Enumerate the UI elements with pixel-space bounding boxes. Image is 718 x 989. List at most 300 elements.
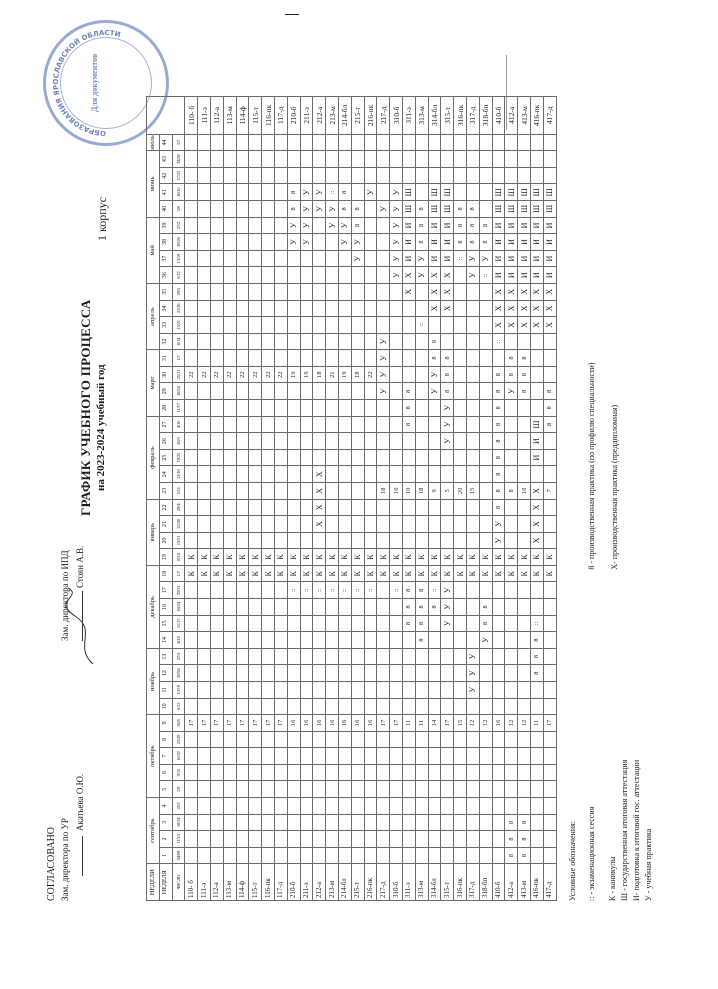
- schedule-cell: 16: [351, 715, 364, 732]
- schedule-cell: И: [402, 217, 415, 234]
- empty-cell: [300, 748, 313, 765]
- empty-cell: [274, 416, 287, 433]
- empty-cell: [492, 831, 505, 848]
- empty-cell: [313, 648, 326, 665]
- empty-cell: [300, 532, 313, 549]
- week-date: 6/12: [172, 267, 185, 284]
- legend-item: Ш - государственная итоговая аттестация: [620, 759, 629, 901]
- group-name-right: 318-бп: [479, 97, 492, 135]
- empty-cell: [223, 632, 236, 649]
- empty-cell: [300, 632, 313, 649]
- empty-cell: [249, 831, 262, 848]
- schedule-cell: У: [377, 350, 390, 367]
- empty-cell: [479, 184, 492, 201]
- schedule-cell: К: [223, 565, 236, 582]
- empty-cell: [210, 731, 223, 748]
- empty-cell: [326, 516, 339, 533]
- empty-cell: [198, 234, 211, 251]
- schedule-cell: 8: [466, 201, 479, 218]
- schedule-cell: 17: [377, 715, 390, 732]
- empty-cell: [364, 433, 377, 450]
- empty-cell: [390, 350, 403, 367]
- schedule-cell: 10: [402, 483, 415, 500]
- empty-cell: [210, 383, 223, 400]
- empty-cell: [210, 681, 223, 698]
- schedule-cell: 12: [479, 715, 492, 732]
- month-header: октябрь: [147, 715, 160, 798]
- empty-cell: [249, 814, 262, 831]
- empty-cell: [274, 234, 287, 251]
- empty-cell: [300, 615, 313, 632]
- schedule-cell: Х: [428, 267, 441, 284]
- empty-cell: [210, 300, 223, 317]
- schedule-cell: И: [518, 267, 531, 284]
- schedule-cell: Ш: [518, 201, 531, 218]
- group-name-right: 217-д: [377, 97, 390, 135]
- schedule-cell: 17: [223, 715, 236, 732]
- schedule-cell: Х: [441, 283, 454, 300]
- group-name: 113-м: [223, 864, 236, 901]
- empty-cell: [326, 234, 339, 251]
- schedule-cell: И: [505, 217, 518, 234]
- schedule-cell: 22: [236, 366, 249, 383]
- empty-cell: [274, 648, 287, 665]
- week-date: 6/12: [172, 698, 185, 715]
- empty-cell: [223, 599, 236, 616]
- table-row: [390, 97, 403, 901]
- empty-cell: [377, 814, 390, 831]
- empty-cell: [492, 648, 505, 665]
- empty-cell: [185, 698, 198, 715]
- schedule-cell: 8: [402, 582, 415, 599]
- empty-cell: [185, 798, 198, 815]
- empty-cell: [428, 665, 441, 682]
- empty-cell: [338, 681, 351, 698]
- schedule-cell: Ш: [492, 184, 505, 201]
- empty-cell: [415, 665, 428, 682]
- empty-cell: [287, 416, 300, 433]
- empty-cell: [492, 615, 505, 632]
- empty-cell: [326, 300, 339, 317]
- empty-cell: [326, 134, 339, 151]
- empty-cell: [223, 449, 236, 466]
- empty-cell: [262, 798, 275, 815]
- group-name-right: 115-т: [249, 97, 262, 135]
- empty-cell: [236, 681, 249, 698]
- empty-cell: [210, 615, 223, 632]
- schedule-cell: 8: [505, 814, 518, 831]
- week-number: 43: [159, 151, 172, 168]
- month-header: январь: [147, 499, 160, 565]
- table-row: [377, 97, 390, 901]
- schedule-cell: 8: [351, 201, 364, 218]
- empty-cell: [198, 532, 211, 549]
- schedule-cell: У: [390, 217, 403, 234]
- empty-cell: [530, 582, 543, 599]
- empty-cell: [390, 366, 403, 383]
- schedule-cell: К: [351, 549, 364, 566]
- schedule-cell: К: [274, 565, 287, 582]
- empty-cell: [210, 317, 223, 334]
- schedule-cell: И: [441, 234, 454, 251]
- group-name: 410-б: [492, 864, 505, 901]
- week-number: 9: [159, 715, 172, 732]
- empty-cell: [377, 300, 390, 317]
- empty-cell: [466, 632, 479, 649]
- week-date: 13/19: [172, 681, 185, 698]
- empty-cell: [249, 615, 262, 632]
- empty-cell: [223, 681, 236, 698]
- schedule-cell: 16: [492, 715, 505, 732]
- table-row: [518, 97, 531, 901]
- empty-cell: [479, 416, 492, 433]
- schedule-cell: 8: [543, 383, 556, 400]
- empty-cell: [287, 615, 300, 632]
- week-number: 6: [159, 764, 172, 781]
- schedule-cell: ::: [415, 317, 428, 334]
- empty-cell: [338, 317, 351, 334]
- empty-cell: [466, 400, 479, 417]
- empty-cell: [313, 731, 326, 748]
- schedule-cell: К: [454, 565, 467, 582]
- schedule-cell: 12: [466, 715, 479, 732]
- empty-cell: [518, 499, 531, 516]
- empty-cell: [466, 615, 479, 632]
- empty-cell: [364, 731, 377, 748]
- empty-cell: [274, 499, 287, 516]
- empty-cell: [415, 184, 428, 201]
- schedule-cell: К: [441, 549, 454, 566]
- empty-cell: [185, 532, 198, 549]
- empty-cell: [236, 433, 249, 450]
- empty-cell: [518, 433, 531, 450]
- week-number: 36: [159, 267, 172, 284]
- schedule-cell: ::: [492, 333, 505, 350]
- table-row: [326, 97, 339, 901]
- empty-cell: [441, 167, 454, 184]
- schedule-cell: 8: [287, 201, 300, 218]
- empty-cell: [505, 781, 518, 798]
- empty-cell: [326, 400, 339, 417]
- empty-cell: [377, 134, 390, 151]
- empty-cell: [492, 599, 505, 616]
- empty-cell: [236, 317, 249, 334]
- empty-cell: [223, 416, 236, 433]
- empty-cell: [441, 665, 454, 682]
- schedule-cell: У: [313, 201, 326, 218]
- empty-cell: [262, 831, 275, 848]
- empty-cell: [313, 283, 326, 300]
- schedule-cell: У: [338, 217, 351, 234]
- week-date: 22/28: [172, 300, 185, 317]
- empty-cell: [428, 499, 441, 516]
- empty-cell: [505, 748, 518, 765]
- schedule-cell: 8: [505, 847, 518, 864]
- empty-cell: [249, 317, 262, 334]
- empty-cell: [274, 681, 287, 698]
- schedule-cell: У: [466, 648, 479, 665]
- empty-cell: [249, 250, 262, 267]
- week-date: 23/29: [172, 731, 185, 748]
- week-number: 34: [159, 300, 172, 317]
- empty-cell: [466, 831, 479, 848]
- week-number: 30: [159, 366, 172, 383]
- schedule-cell: Ш: [530, 201, 543, 218]
- empty-cell: [262, 300, 275, 317]
- month-header: июль: [147, 134, 160, 151]
- week-date: 9/15: [172, 764, 185, 781]
- empty-cell: [210, 234, 223, 251]
- schedule-cell: Х: [505, 283, 518, 300]
- empty-cell: [313, 665, 326, 682]
- schedule-cell: И: [505, 267, 518, 284]
- empty-cell: [198, 665, 211, 682]
- empty-cell: [338, 250, 351, 267]
- week-date: 29/5: [172, 283, 185, 300]
- empty-cell: [377, 764, 390, 781]
- schedule-cell: К: [198, 549, 211, 566]
- empty-cell: [390, 814, 403, 831]
- schedule-cell: Х: [505, 300, 518, 317]
- empty-cell: [223, 300, 236, 317]
- week-number: 44: [159, 134, 172, 151]
- empty-cell: [185, 167, 198, 184]
- week-number: 40: [159, 201, 172, 218]
- empty-cell: [377, 798, 390, 815]
- week-number: 27: [159, 416, 172, 433]
- schedule-cell: 22: [198, 366, 211, 383]
- legend-item: 8 - производственная практика (по профилю специальности): [587, 362, 596, 570]
- schedule-cell: 8: [530, 665, 543, 682]
- empty-cell: [249, 516, 262, 533]
- schedule-cell: 22: [185, 366, 198, 383]
- empty-cell: [492, 632, 505, 649]
- empty-cell: [364, 831, 377, 848]
- empty-cell: [543, 665, 556, 682]
- empty-cell: [274, 466, 287, 483]
- empty-cell: [210, 201, 223, 218]
- schedule-cell: ::: [300, 582, 313, 599]
- empty-cell: [326, 283, 339, 300]
- empty-cell: [198, 184, 211, 201]
- schedule-cell: 22: [274, 366, 287, 383]
- legend-left-column: [587, 760, 656, 901]
- empty-cell: [543, 764, 556, 781]
- empty-cell: [262, 632, 275, 649]
- empty-cell: [479, 731, 492, 748]
- group-name-right: 213-м: [326, 97, 339, 135]
- empty-cell: [287, 831, 300, 848]
- schedule-cell: К: [210, 565, 223, 582]
- empty-cell: [364, 681, 377, 698]
- month-header: май: [147, 217, 160, 283]
- empty-cell: [505, 167, 518, 184]
- empty-cell: [185, 615, 198, 632]
- empty-cell: [249, 383, 262, 400]
- schedule-cell: ::: [530, 615, 543, 632]
- group-name: 412-а: [505, 864, 518, 901]
- schedule-cell: 11: [530, 715, 543, 732]
- empty-cell: [287, 748, 300, 765]
- empty-cell: [543, 366, 556, 383]
- empty-cell: [390, 599, 403, 616]
- empty-cell: [454, 433, 467, 450]
- empty-cell: [415, 831, 428, 848]
- table-row: [530, 97, 543, 901]
- empty-cell: [454, 731, 467, 748]
- empty-cell: [300, 648, 313, 665]
- schedule-cell: И: [543, 217, 556, 234]
- week-number: 12: [159, 665, 172, 682]
- schedule-cell: У: [415, 267, 428, 284]
- empty-cell: [223, 731, 236, 748]
- empty-cell: [351, 698, 364, 715]
- schedule-cell: Х: [313, 466, 326, 483]
- empty-cell: [466, 748, 479, 765]
- empty-cell: [326, 317, 339, 334]
- group-name-right: 114-ф: [236, 97, 249, 135]
- group-name: 217-д: [377, 864, 390, 901]
- header-right-blank: [147, 97, 185, 135]
- schedule-cell: 18: [351, 366, 364, 383]
- empty-cell: [249, 449, 262, 466]
- empty-cell: [210, 532, 223, 549]
- empty-cell: [441, 847, 454, 864]
- week-number: 7: [159, 748, 172, 765]
- week-date: 20/26: [172, 665, 185, 682]
- schedule-cell: Х: [543, 317, 556, 334]
- empty-cell: [262, 731, 275, 748]
- week-number: 23: [159, 483, 172, 500]
- empty-cell: [441, 151, 454, 168]
- week-date: 15/21: [172, 317, 185, 334]
- schedule-cell: Х: [530, 283, 543, 300]
- empty-cell: [223, 831, 236, 848]
- empty-cell: [402, 632, 415, 649]
- table-row: [492, 97, 505, 901]
- schedule-cell: 11: [415, 715, 428, 732]
- empty-cell: [287, 151, 300, 168]
- empty-cell: [313, 134, 326, 151]
- empty-cell: [287, 383, 300, 400]
- group-name: 315-т: [441, 864, 454, 901]
- week-number: 14: [159, 632, 172, 649]
- empty-cell: [313, 814, 326, 831]
- empty-cell: [402, 748, 415, 765]
- week-date: 3/9: [172, 201, 185, 218]
- empty-cell: [415, 416, 428, 433]
- empty-cell: [428, 698, 441, 715]
- empty-cell: [415, 781, 428, 798]
- empty-cell: [505, 134, 518, 151]
- schedule-cell: 22: [249, 366, 262, 383]
- schedule-cell: И: [441, 217, 454, 234]
- schedule-cell: 22: [210, 366, 223, 383]
- group-name-right: 210-б: [287, 97, 300, 135]
- empty-cell: [262, 648, 275, 665]
- empty-cell: [479, 532, 492, 549]
- empty-cell: [223, 134, 236, 151]
- empty-cell: [198, 283, 211, 300]
- table-row: [287, 97, 300, 901]
- empty-cell: [415, 798, 428, 815]
- empty-cell: [441, 449, 454, 466]
- schedule-cell: Ш: [441, 184, 454, 201]
- empty-cell: [428, 847, 441, 864]
- schedule-cell: Х: [530, 499, 543, 516]
- empty-cell: [479, 151, 492, 168]
- schedule-cell: 22: [223, 366, 236, 383]
- empty-cell: [402, 151, 415, 168]
- empty-cell: [390, 300, 403, 317]
- week-date: 25/1: [172, 798, 185, 815]
- empty-cell: [543, 632, 556, 649]
- schedule-cell: 8: [415, 615, 428, 632]
- empty-cell: [530, 333, 543, 350]
- empty-cell: [492, 350, 505, 367]
- week-number: 25: [159, 449, 172, 466]
- empty-cell: [364, 599, 377, 616]
- schedule-cell: 16: [313, 715, 326, 732]
- week-date: 12/18: [172, 466, 185, 483]
- empty-cell: [223, 698, 236, 715]
- schedule-cell: Ш: [492, 201, 505, 218]
- table-row: [236, 97, 249, 901]
- empty-cell: [287, 300, 300, 317]
- week-number: 10: [159, 698, 172, 715]
- empty-cell: [415, 516, 428, 533]
- schedule-cell: У: [466, 250, 479, 267]
- empty-cell: [274, 516, 287, 533]
- group-name: 115-т: [249, 864, 262, 901]
- empty-cell: [351, 764, 364, 781]
- empty-cell: [236, 466, 249, 483]
- empty-cell: [249, 781, 262, 798]
- empty-cell: [287, 167, 300, 184]
- empty-cell: [377, 665, 390, 682]
- empty-cell: [223, 499, 236, 516]
- empty-cell: [530, 134, 543, 151]
- empty-cell: [441, 798, 454, 815]
- empty-cell: [390, 383, 403, 400]
- schedule-cell: У: [390, 267, 403, 284]
- empty-cell: [364, 151, 377, 168]
- schedule-cell: К: [313, 565, 326, 582]
- empty-cell: [223, 217, 236, 234]
- empty-cell: [338, 267, 351, 284]
- empty-cell: [249, 764, 262, 781]
- schedule-cell: 17: [441, 715, 454, 732]
- empty-cell: [505, 516, 518, 533]
- schedule-cell: 17: [249, 715, 262, 732]
- schedule-cell: К: [249, 565, 262, 582]
- empty-cell: [543, 681, 556, 698]
- empty-cell: [249, 167, 262, 184]
- empty-cell: [287, 283, 300, 300]
- empty-cell: [351, 665, 364, 682]
- empty-cell: [287, 681, 300, 698]
- empty-cell: [326, 433, 339, 450]
- empty-cell: [390, 665, 403, 682]
- legend: [568, 101, 656, 901]
- empty-cell: [454, 698, 467, 715]
- empty-cell: [543, 798, 556, 815]
- empty-cell: [364, 416, 377, 433]
- empty-cell: [274, 317, 287, 334]
- empty-cell: [377, 317, 390, 334]
- schedule-cell: 14: [428, 715, 441, 732]
- empty-cell: [274, 483, 287, 500]
